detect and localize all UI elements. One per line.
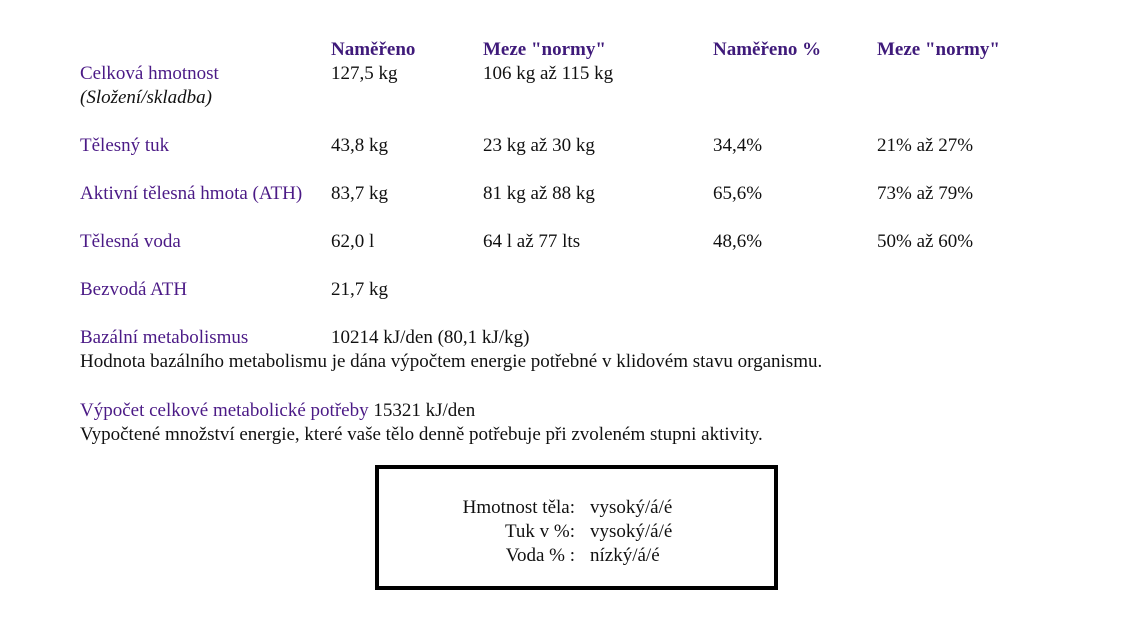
bmr-label: Bazální metabolismus [80,327,249,348]
header-norm-range: Meze "normy" [483,39,606,60]
row-note-composition: (Složení/skladba) [80,87,212,108]
summary-label-water: Voda % : [505,545,575,566]
row-label-lean-mass: Aktivní tělesná hmota (ATH) [80,183,303,204]
row-value-body-water: 62,0 l [331,231,375,252]
header-measured: Naměřeno [331,39,416,60]
row-value-lean-mass: 83,7 kg [331,183,388,204]
row-value-dry-lean-mass: 21,7 kg [331,279,388,300]
row-range-body-water: 64 l až 77 lts [483,231,581,252]
total-metabolism-value: 15321 kJ/den [373,400,476,421]
summary-row-weight [379,496,774,520]
summary-box [375,465,778,590]
summary-label-weight: Hmotnost těla: [462,497,575,518]
summary-row-water [379,544,774,568]
row-range-pct-body-fat: 21% až 27% [877,135,974,156]
summary-label-fat: Tuk v %: [504,521,575,542]
row-pct-body-water: 48,6% [713,231,763,252]
row-pct-lean-mass: 65,6% [713,183,763,204]
row-label-body-fat: Tělesný tuk [80,135,170,156]
row-label-body-water: Tělesná voda [80,231,181,252]
row-label-total-weight: Celková hmotnost [80,63,219,84]
summary-value-weight: vysoký/á/é [590,497,673,518]
row-pct-body-fat: 34,4% [713,135,763,156]
header-measured-percent: Naměřeno % [713,39,822,60]
summary-value-fat: vysoký/á/é [590,521,673,542]
summary-row-fat [379,520,774,544]
row-range-body-fat: 23 kg až 30 kg [483,135,595,156]
row-range-pct-body-water: 50% až 60% [877,231,974,252]
row-value-total-weight: 127,5 kg [331,63,398,84]
summary-value-water: nízký/á/é [590,545,660,566]
row-range-pct-lean-mass: 73% až 79% [877,183,974,204]
row-range-total-weight: 106 kg až 115 kg [483,63,614,84]
row-range-lean-mass: 81 kg až 88 kg [483,183,595,204]
row-label-dry-lean-mass: Bezvodá ATH [80,279,188,300]
bmr-description: Hodnota bazálního metabolismu je dána výpočtem energie potřebné v klidovém stavu organismu. [80,351,823,372]
total-metabolism-label: Výpočet celkové metabolické potřeby [80,400,369,421]
header-norm-range-percent: Meze "normy" [877,39,1000,60]
row-value-body-fat: 43,8 kg [331,135,388,156]
bmr-value: 10214 kJ/den (80,1 kJ/kg) [331,327,530,348]
total-metabolism-line [80,400,475,422]
total-metabolism-description: Vypočtené množství energie, které vaše tělo denně potřebuje při zvoleném stupni aktivity. [80,424,763,445]
